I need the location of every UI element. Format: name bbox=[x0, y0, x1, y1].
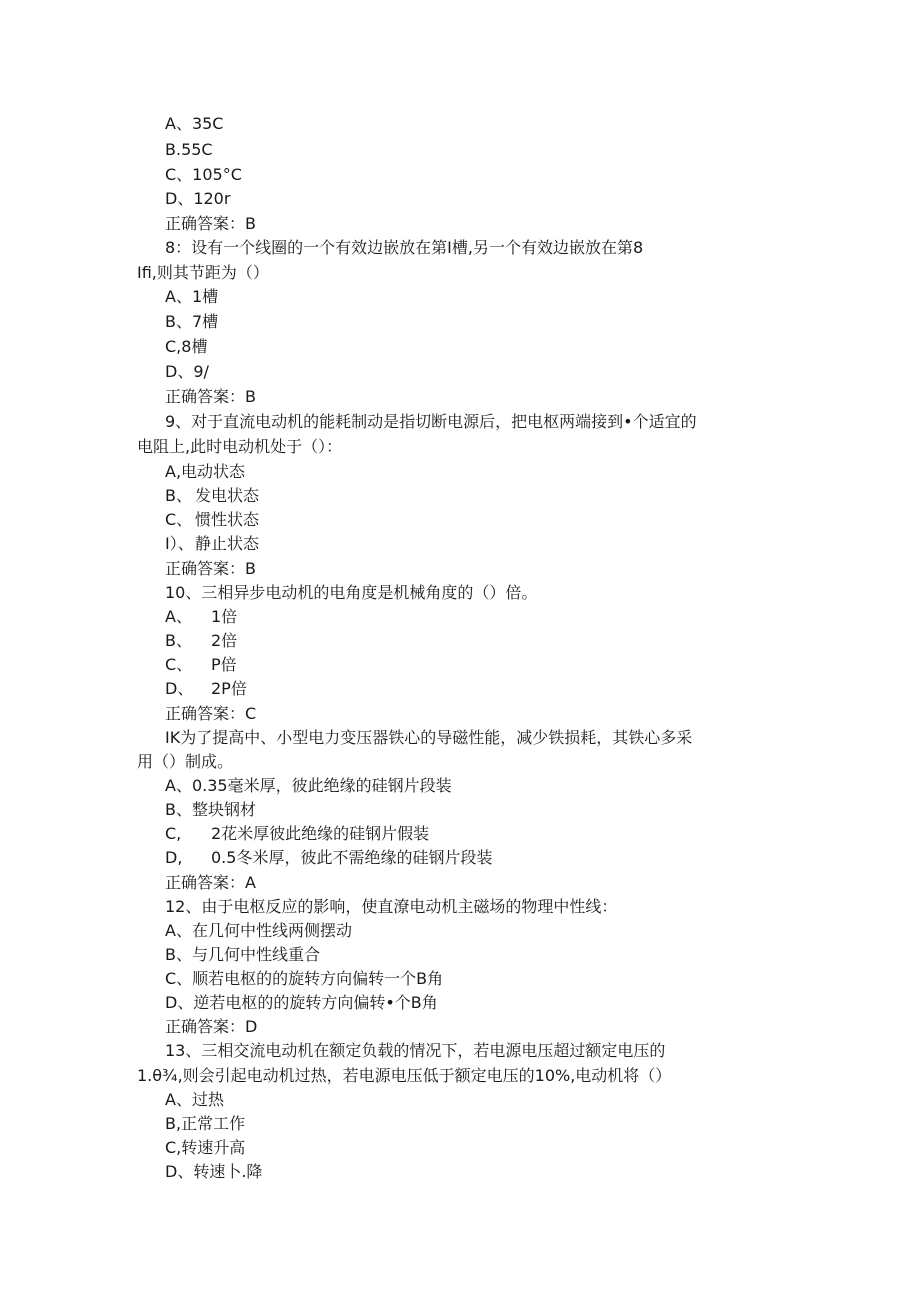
q11-option-c bbox=[165, 824, 429, 844]
q12-option-a: A、在几何中性线两侧摆动 bbox=[165, 921, 352, 940]
q10-option-c-key: C、 bbox=[165, 655, 193, 674]
q8-option-b: B、7槽 bbox=[165, 312, 219, 331]
q9-answer: 正确答案：B bbox=[165, 559, 256, 578]
q13-stem-line1: 13、三相交流电动机在额定负载的情况下，若电源电压超过额定电压的 bbox=[165, 1041, 666, 1060]
q9-option-b-key: B、 bbox=[165, 486, 192, 505]
q7-option-a: A、35C bbox=[165, 114, 224, 133]
q10-option-d-key: D、 bbox=[165, 679, 194, 698]
q9-option-c-text: 惯性状态 bbox=[195, 510, 260, 529]
q11-option-b bbox=[165, 800, 256, 820]
q8-stem-line1: 8：设有一个线圈的一个有效边嵌放在第I槽,另一个有效边嵌放在第8 bbox=[165, 238, 644, 257]
q10-option-b bbox=[165, 631, 237, 651]
q12-option-c: C、顺若电枢的的旋转方向偏转一个B角 bbox=[165, 969, 444, 988]
q9-option-b-text: 发电状态 bbox=[195, 486, 260, 505]
q13-option-b: B,正常工作 bbox=[165, 1114, 246, 1133]
q9-option-d bbox=[165, 534, 259, 554]
q11-option-a bbox=[165, 776, 452, 796]
q13-option-d: D、转速卜.降 bbox=[165, 1162, 263, 1181]
q10-option-a-key: A、 bbox=[165, 607, 192, 626]
q11-option-a-key: A、 bbox=[165, 776, 192, 795]
q10-option-d bbox=[165, 679, 247, 699]
q8-option-a: A、1槽 bbox=[165, 287, 219, 306]
q8-stem-line2: Ifi,则其节距为（） bbox=[137, 263, 269, 282]
q8-option-c: C,8槽 bbox=[165, 337, 208, 356]
q10-option-d-text: 2P倍 bbox=[211, 679, 247, 698]
q9-option-b bbox=[165, 486, 259, 506]
q11-stem-line1: IK为了提高中、小型电力变压器铁心的导磁性能，减少铁损耗，其铁心多采 bbox=[165, 728, 693, 747]
q7-answer: 正确答案：B bbox=[165, 214, 256, 233]
q10-option-a-text: 1倍 bbox=[211, 607, 238, 626]
q9-option-d-key: I）、 bbox=[165, 534, 194, 553]
q11-option-d-key: D, bbox=[165, 848, 183, 867]
q13-option-a: A、过热 bbox=[165, 1090, 224, 1109]
q11-answer: 正确答案：A bbox=[165, 873, 256, 892]
q8-option-d: D、9/ bbox=[165, 362, 209, 381]
q9-stem-line1: 9、对于直流电动机的能耗制动是指切断电源后，把电枢两端接到•个适宜的 bbox=[165, 412, 697, 431]
q10-option-b-text: 2倍 bbox=[211, 631, 238, 650]
q10-answer: 正确答案：C bbox=[165, 704, 257, 723]
q7-option-c: C、105°C bbox=[165, 165, 242, 184]
q13-option-c: C,转速升高 bbox=[165, 1138, 246, 1157]
q12-option-d: D、逆若电枢的的旋转方向偏转•个B角 bbox=[165, 993, 438, 1012]
q8-answer: 正确答案：B bbox=[165, 387, 256, 406]
q9-option-c-key: C、 bbox=[165, 510, 193, 529]
q9-option-c bbox=[165, 510, 259, 530]
q11-option-a-text: 0.35毫米厚，彼此绝缘的硅钢片段装 bbox=[191, 776, 452, 795]
q7-option-b: B.55C bbox=[165, 140, 213, 159]
q10-option-c-text: P倍 bbox=[211, 655, 237, 674]
q10-option-b-key: B、 bbox=[165, 631, 192, 650]
q11-option-b-key: B、 bbox=[165, 800, 192, 819]
q11-stem-line2: 用（）制成。 bbox=[137, 752, 234, 771]
q7-option-d: D、120r bbox=[165, 189, 231, 208]
q11-option-d-text: 0.5冬米厚，彼此不需绝缘的硅钢片段装 bbox=[211, 848, 493, 867]
q12-answer: 正确答案：D bbox=[165, 1017, 258, 1036]
q9-option-a-key: A, bbox=[165, 462, 182, 481]
q9-stem-line2: 电阻上,此时电动机处于（）： bbox=[137, 437, 343, 456]
q10-option-c bbox=[165, 655, 237, 675]
q9-option-a bbox=[165, 462, 245, 482]
q10-option-a bbox=[165, 607, 237, 627]
q12-stem-line1: 12、由于电枢反应的影响，使直潦电动机主磁场的物理中性线： bbox=[165, 897, 618, 916]
q11-option-c-key: C, bbox=[165, 824, 182, 843]
q11-option-d bbox=[165, 848, 492, 868]
q12-option-b: B、与几何中性线重合 bbox=[165, 945, 320, 964]
q13-stem-line2: 1.θ¾,则会引起电动机过热，若电源电压低于额定电压的10%,电动机将（） bbox=[137, 1066, 672, 1085]
q10-stem-line1: 10、三相异步电动机的电角度是机械角度的（）倍。 bbox=[165, 583, 538, 602]
q9-option-a-text: 电动状态 bbox=[181, 462, 246, 481]
q11-option-b-text: 整块钢材 bbox=[191, 800, 256, 819]
q11-option-c-text: 2花米厚彼此绝缘的硅钢片假装 bbox=[211, 824, 430, 843]
q9-option-d-text: 静止状态 bbox=[195, 534, 260, 553]
